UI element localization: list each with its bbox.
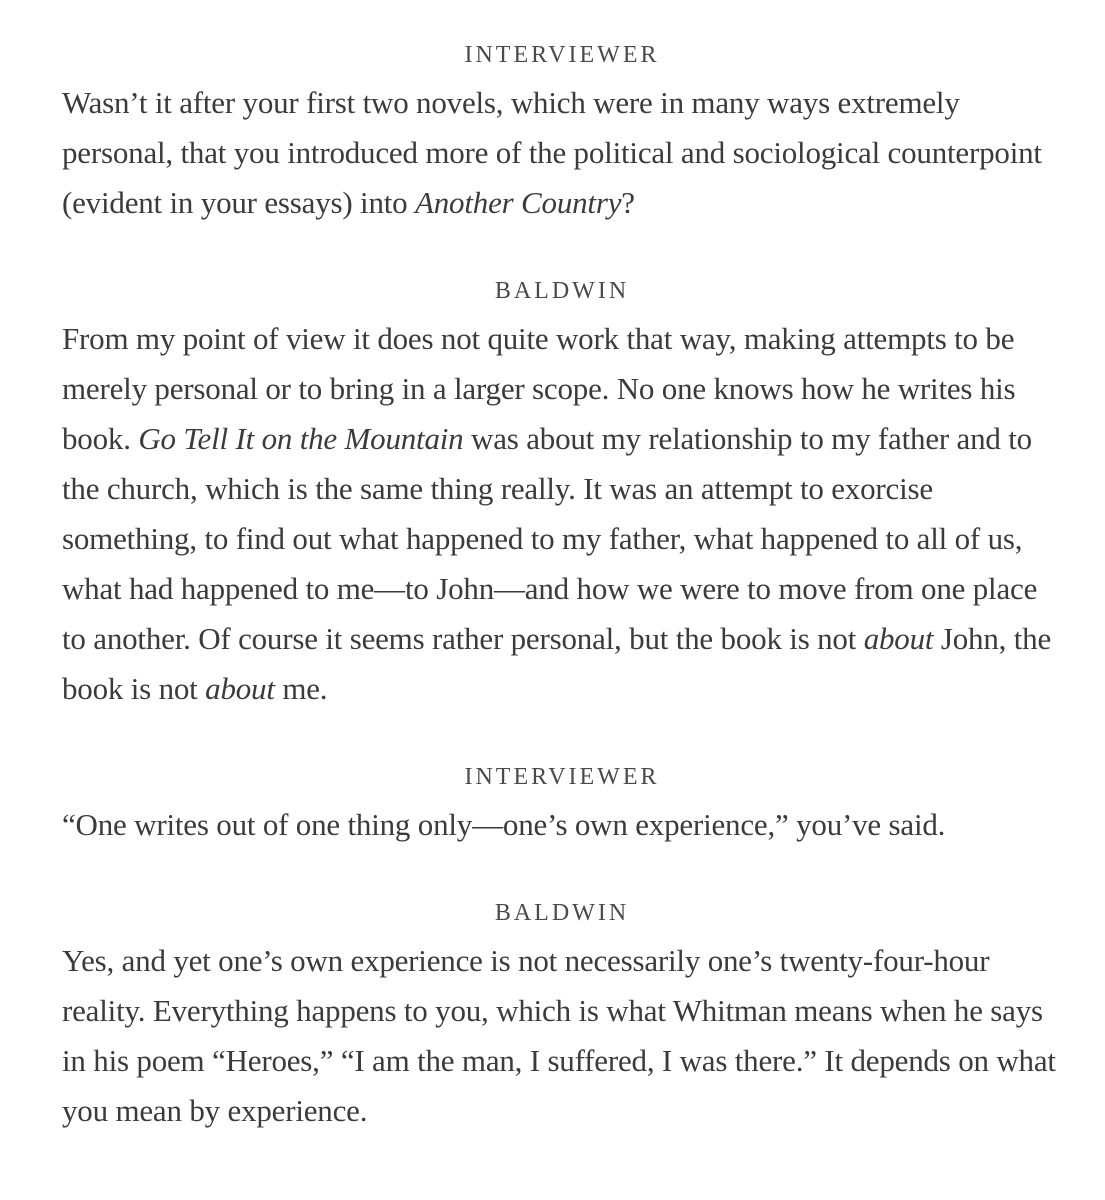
dialogue-block-4 xyxy=(62,894,1062,1136)
dialogue-block-3 xyxy=(62,758,1062,850)
text-segment: ? xyxy=(621,185,635,220)
emphasis: about xyxy=(863,621,934,656)
book-title: Another Country xyxy=(415,185,622,220)
text-segment: Yes, and yet one’s own experience is not necessarily one’s twenty-four-hour reality. Everything happens to you, which is what Whitman means when he says in his poem “Heroes,” “I am the man, I suffered, I was there.” It depends on what you mean by experience. xyxy=(62,943,1056,1128)
text-segment: was about my relationship to my father and to the church, which is the same thing really. It was an attempt to exorcise something, to find out what happened to my father, what happened to all of us, what had happened to me—to John—and how we were to move from one place to another. Of course it seems rather personal, but the book is not xyxy=(62,421,1038,656)
book-title: Go Tell It on the Mountain xyxy=(138,421,464,456)
dialogue-paragraph xyxy=(62,314,1062,714)
speaker-label: INTERVIEWER xyxy=(464,42,660,68)
speaker-label: INTERVIEWER xyxy=(464,764,660,790)
speaker-label: BALDWIN xyxy=(494,900,630,926)
dialogue-paragraph xyxy=(62,800,1062,850)
text-segment: “One writes out of one thing only—one’s own experience,” you’ve said. xyxy=(62,807,946,842)
emphasis: about xyxy=(205,671,275,706)
text-segment: Wasn’t it after your first two novels, which were in many ways extremely personal, that you introduced more of the political and sociological counterpoint (evident in your essays) into xyxy=(62,85,1042,220)
dialogue-paragraph xyxy=(62,78,1062,228)
text-segment: me. xyxy=(274,671,328,706)
interview-transcript xyxy=(62,36,1062,1180)
speaker-label: BALDWIN xyxy=(494,278,630,304)
text-segment: From my point of view it does not quite work that way, making attempts to be merely personal or to bring in a larger scope. No one knows how he writes his book. xyxy=(62,321,1016,456)
dialogue-block-1 xyxy=(62,36,1062,228)
text-segment: John, the book is not xyxy=(62,621,1051,706)
dialogue-block-2 xyxy=(62,272,1062,714)
dialogue-paragraph xyxy=(62,936,1062,1136)
